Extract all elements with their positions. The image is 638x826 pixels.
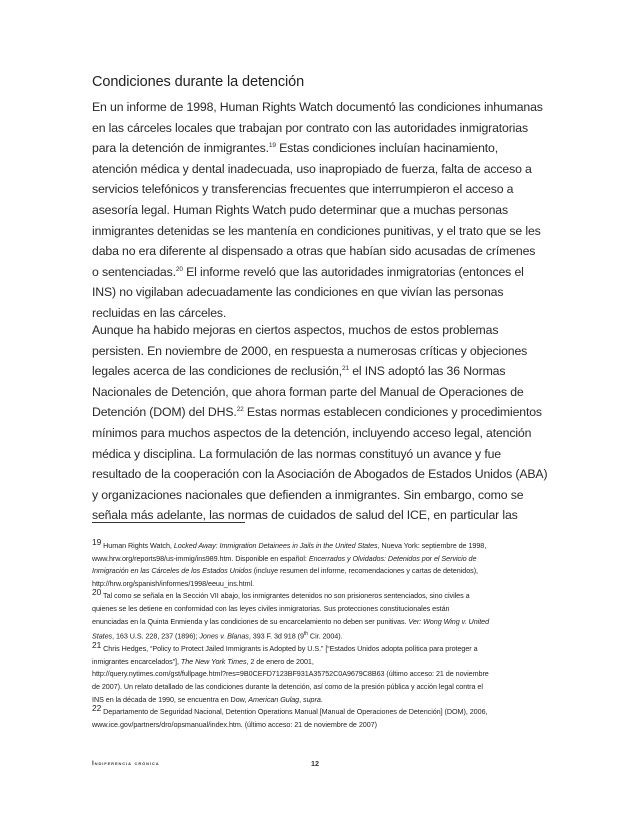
footnote-case: Ver: Wong Wing v. United bbox=[408, 616, 490, 626]
footnote-text: Tal como se señala en la Sección VII abajo, los inmigrantes detenidos no son prisioneros sentenciados, sino civiles a bbox=[101, 591, 470, 601]
footnote-text: , 163 U.S. 228, 237 (1896); bbox=[112, 631, 200, 641]
footnote-mark: 22 bbox=[92, 703, 102, 714]
footnote-21 bbox=[92, 640, 558, 706]
footnote-title: The New York Times bbox=[180, 656, 247, 666]
paragraph-line: Aunque ha habido mejoras en ciertos aspectos, muchos de estos problemas bbox=[92, 323, 499, 337]
footnote-link[interactable]: www.hrw.org/reports98/us-immig/ins989.htm. Disponible en español: bbox=[92, 553, 309, 563]
footnote-text: de 2007). Un relato detallado de las condiciones durante la detención, así como de la presión pública y acción legal contra el bbox=[92, 681, 483, 691]
paragraph-line: asesoría legal. Human Rights Watch pudo determinar que a muchas personas bbox=[92, 202, 508, 217]
line-text: para la detención de inmigrantes. bbox=[92, 141, 269, 156]
footnote-title: supra bbox=[303, 694, 321, 704]
footnote-text: , bbox=[299, 694, 304, 704]
page-number: 12 bbox=[311, 759, 319, 768]
footnote-text: inmigrantes encarcelados”], bbox=[92, 656, 181, 666]
paragraph-line: servicios telefónicos y transferencias frecuentes que interrumpieron el acceso a bbox=[92, 182, 514, 197]
footnote-case: Jones v. Blanas bbox=[199, 631, 249, 641]
footnote-title: Inmigración en las Cárceles de los Estados Unidos bbox=[92, 566, 252, 576]
paragraph-line: y organizaciones nacionales que defienden a inmigrantes. Sin embargo, como se bbox=[92, 487, 524, 502]
footnotes bbox=[92, 537, 558, 731]
footnote-text: , 2 de enero de 2001, bbox=[246, 656, 314, 666]
paragraph-line bbox=[92, 361, 552, 382]
paragraph-line: mínimos para muchos aspectos de la detención, incluyendo acceso legal, atención bbox=[92, 425, 532, 440]
paragraph-line: daba no era diferente al dispensado a otras que habían sido acusadas de crímenes bbox=[92, 244, 536, 259]
line-text: el INS adoptó las 36 Normas bbox=[348, 364, 506, 379]
paragraph-line bbox=[92, 138, 552, 159]
footnote-text: quienes se les detiene en conformidad con las leyes civiles inmigratorias. Sus protecciones constitucionales están bbox=[92, 603, 450, 613]
running-footer-title: Indiferencia crónica bbox=[92, 760, 160, 767]
footnote-title: Locked Away: Immigration Detainees in Jails in the United States bbox=[173, 541, 378, 550]
line-text: Detención (DOM) del DHS. bbox=[92, 405, 237, 420]
paragraph-line: persisten. En noviembre de 2000, en respuesta a numerosas críticas y objeciones bbox=[92, 343, 528, 358]
footnote-text: Human Rights Watch, bbox=[101, 541, 174, 550]
paragraph-line: inmigrantes detenidas se les mantenía en condiciones punitivas, y el trato que se les bbox=[92, 223, 541, 238]
paragraph-line: señala más adelante, las normas de cuidados de salud del ICE, en particular las bbox=[92, 508, 518, 523]
footnote-link[interactable]: www.ice.gov/partners/dro/opsmanual/index.htm. (último acceso: 21 de noviembre de 2007) bbox=[92, 719, 377, 729]
paragraph-1 bbox=[92, 97, 552, 324]
footnote-link[interactable]: http://hrw.org/spanish/informes/1998/eeuu_ins.html. bbox=[92, 578, 255, 588]
line-text: legales acerca de las condiciones de reclusión, bbox=[92, 364, 342, 379]
footnote-text: , 393 F. 3d 918 (9 bbox=[248, 631, 304, 641]
line-text: Estas condiciones incluían hacinamiento, bbox=[275, 141, 498, 156]
paragraph-line bbox=[92, 402, 552, 423]
footnote-text: . bbox=[320, 694, 323, 704]
paragraph-line: en las cárceles locales que trabajan por contrato con las autoridades inmigratorias bbox=[92, 120, 528, 135]
paragraph-line: En un informe de 1998, Human Rights Watch documentó las condiciones inhumanas bbox=[92, 100, 543, 114]
footnote-ref-22[interactable]: 22 bbox=[236, 406, 244, 414]
footnote-text: enunciadas en la Quinta Enmienda y las condiciones de su encarcelamiento no deben ser punitivas. bbox=[92, 616, 409, 626]
footnote-20 bbox=[92, 587, 558, 643]
footnote-ref-20[interactable]: 20 bbox=[175, 265, 183, 273]
footnote-text: Chris Hedges, “Policy to Protect Jailed Immigrants is Adopted by U.S.” [“Estados Unidos adopta política para proteger a bbox=[101, 644, 478, 654]
footnote-text: Cir. 2004). bbox=[307, 631, 343, 641]
paragraph-line: Nacionales de Detención, que ahora forman parte del Manual de Operaciones de bbox=[92, 384, 524, 399]
footnote-22 bbox=[92, 703, 558, 731]
line-text: El informe reveló que las autoridades inmigratorias (entonces el bbox=[182, 264, 524, 279]
line-text: Estas normas establecen condiciones y procedimientos bbox=[243, 405, 542, 420]
paragraph-line bbox=[92, 262, 552, 283]
ordinal-suffix: th bbox=[303, 631, 308, 638]
footnote-ref-21[interactable]: 21 bbox=[341, 365, 349, 373]
paragraph-2 bbox=[92, 320, 552, 526]
footnote-link[interactable]: http://query.nytimes.com/gst/fullpage.html?res=9B0CEFD7123BF931A35752C0A9679C8B63 (último acceso: 21 de noviembre bbox=[92, 669, 489, 679]
footnote-mark: 21 bbox=[92, 640, 102, 651]
footnote-case: States bbox=[92, 631, 113, 641]
footnote-title: American Gulag bbox=[248, 694, 300, 704]
footnote-mark: 20 bbox=[92, 587, 102, 598]
footnote-19 bbox=[92, 537, 558, 590]
footnote-text: , Nueva York: septiembre de 1998, bbox=[377, 541, 487, 550]
paragraph-line: médica y disciplina. La formulación de las normas constituyó un avance y fue bbox=[92, 446, 501, 461]
footnote-mark: 19 bbox=[92, 537, 102, 547]
footnote-text: INS en la década de 1990, se encuentra en Dow, bbox=[92, 694, 249, 704]
footnote-title: Encerrados y Olvidados: Detenidos por el Servicio de bbox=[308, 553, 477, 563]
paragraph-line: atención médica y dental inadecuada, uso inapropiado de fuerza, falta de acceso a bbox=[92, 161, 532, 176]
paragraph-line: recluidas en las cárceles. bbox=[92, 305, 227, 320]
section-heading: Condiciones durante la detención bbox=[92, 74, 305, 90]
footnote-text: Departamento de Seguridad Nacional, Detention Operations Manual [Manual de Operaciones de Detención] (DOM), 2006, bbox=[101, 707, 488, 717]
paragraph-line: INS) no vigilaban adecuadamente las condiciones en que vivían las personas bbox=[92, 285, 504, 300]
footnote-ref-19[interactable]: 19 bbox=[268, 142, 276, 150]
footnote-divider bbox=[92, 522, 245, 523]
paragraph-line: resultado de la cooperación con la Asociación de Abogados de Estados Unidos (ABA) bbox=[92, 467, 548, 482]
line-text: o sentenciadas. bbox=[92, 264, 176, 279]
footnote-text: (incluye resumen del informe, recomendaciones y cartas de detenidos), bbox=[251, 566, 478, 576]
